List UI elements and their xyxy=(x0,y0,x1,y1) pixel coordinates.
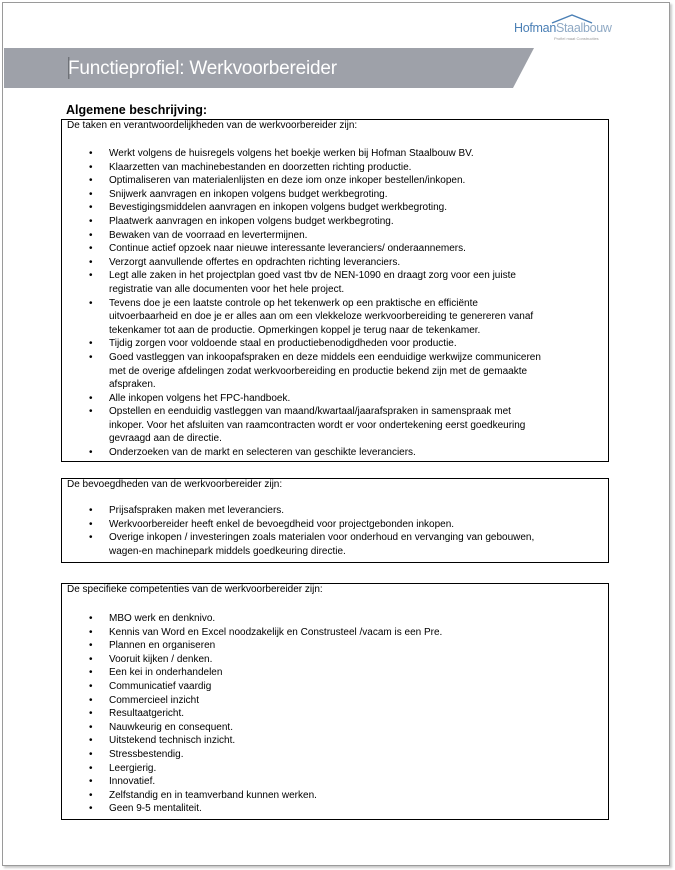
bullet-list xyxy=(62,612,607,816)
list-item-text: Plaatwerk aanvragen en inkopen volgens budget werkbegroting. xyxy=(109,215,394,227)
logo-brand-first: Hofman xyxy=(514,21,556,35)
bullet-icon: • xyxy=(89,392,93,404)
list-item-text: Verzorgt aanvullende offertes en opdrachten richting leveranciers. xyxy=(109,256,401,268)
bullet-icon: • xyxy=(89,215,93,227)
list-item-text: Prijsafspraken maken met leveranciers. xyxy=(109,505,285,516)
list-item-text: Vooruit kijken / denken. xyxy=(109,653,213,665)
bullet-list xyxy=(62,147,607,460)
bullet-icon: • xyxy=(89,351,93,363)
list-item xyxy=(62,297,607,338)
list-item xyxy=(62,653,607,667)
list-item xyxy=(62,748,607,762)
list-item xyxy=(62,351,607,392)
bullet-icon: • xyxy=(89,762,93,774)
list-item-text: Bewaken van de voorraad en levertermijnen. xyxy=(109,229,308,241)
bullet-icon: • xyxy=(89,338,93,350)
list-item xyxy=(62,161,607,175)
bullet-icon: • xyxy=(89,532,93,544)
list-item xyxy=(62,256,607,270)
list-item-text: Leergierig. xyxy=(109,762,157,774)
bullet-icon: • xyxy=(89,708,93,720)
list-item xyxy=(62,147,607,161)
list-item-text: Overige inkopen / investeringen zoals materialen voor onderhoud en vervanging van gebouwen, wagen-en machinepark middels goedkeuring directie. xyxy=(109,532,535,557)
bullet-icon: • xyxy=(89,161,93,173)
list-item-text: Bevestigingsmiddelen aanvragen en inkopen volgens budget werkbegroting. xyxy=(109,202,448,214)
list-item-text: Snijwerk aanvragen en inkopen volgens budget werkbegroting. xyxy=(109,188,388,200)
bullet-icon: • xyxy=(89,270,93,282)
bullet-icon: • xyxy=(89,748,93,760)
authorities-section xyxy=(61,478,609,563)
list-item xyxy=(62,721,607,735)
list-item-text: Werkvoorbereider heeft enkel de bevoegdheid voor projectgebonden inkopen. xyxy=(109,518,455,530)
list-item xyxy=(62,734,607,748)
list-item xyxy=(62,680,607,694)
list-item xyxy=(62,707,607,721)
bullet-icon: • xyxy=(89,229,93,241)
bullet-icon: • xyxy=(89,243,93,255)
list-item xyxy=(62,518,607,532)
list-item xyxy=(62,188,607,202)
list-item xyxy=(62,789,607,803)
list-item-text: Goed vastleggen van inkoopafspraken en deze middels een eenduidige werkwijze communiceren met de overige afdelingen zodat werkvoorbereiding en productie bekend zijn met de gemaakte afspraken. xyxy=(109,351,541,391)
company-logo xyxy=(514,14,624,42)
list-item xyxy=(62,229,607,243)
bullet-icon: • xyxy=(89,680,93,692)
list-item-text: Alle inkopen volgens het FPC-handboek. xyxy=(109,392,291,404)
list-item-text: Kennis van Word en Excel noodzakelijk en Construsteel /vacam is een Pre. xyxy=(109,626,443,638)
list-item xyxy=(62,242,607,256)
list-item-text: Commercieel inzicht xyxy=(109,694,200,706)
page-title: Functieprofiel: Werkvoorbereider xyxy=(68,58,337,79)
list-item xyxy=(62,612,607,626)
bullet-icon: • xyxy=(89,613,93,624)
list-item xyxy=(62,531,607,558)
list-item xyxy=(62,269,607,296)
list-item-text: Een kei in onderhandelen xyxy=(109,667,223,679)
bullet-icon: • xyxy=(89,188,93,200)
competencies-section xyxy=(61,583,609,820)
bullet-icon: • xyxy=(89,776,93,788)
list-item-text: Continue actief opzoek naar nieuwe interessante leveranciers/ onderaannemers. xyxy=(109,243,466,255)
list-item xyxy=(62,762,607,776)
list-item-text: MBO werk en denknivo. xyxy=(109,613,216,624)
tasks-section xyxy=(61,119,609,462)
list-item-text: Opstellen en eenduidig vastleggen van maand/kwartaal/jaarafspraken in samenspraak met inkoper. Voor het afsluiten van raamcontracten wordt er voor ondertekening eerst goedkeuring gevraagd aan de directie. xyxy=(109,406,526,445)
list-item xyxy=(62,694,607,708)
bullet-icon: • xyxy=(89,518,93,530)
list-item xyxy=(62,215,607,229)
list-item-text: Klaarzetten van machinebestanden en doorzetten richting productie. xyxy=(109,161,412,173)
list-item-text: Resultaatgericht. xyxy=(109,708,185,720)
list-item-text: Stressbestendig. xyxy=(109,748,184,760)
bullet-icon: • xyxy=(89,202,93,214)
list-item-text: Geen 9-5 mentaliteit. xyxy=(109,803,202,815)
list-item-text: Optimaliseren van materialenlijsten en deze iom onze inkoper bestellen/inkopen. xyxy=(109,175,466,187)
bullet-icon: • xyxy=(89,175,93,187)
logo-brand-second: Staalbouw xyxy=(555,21,612,35)
section-intro: De taken en verantwoordelijkheden van de werkvoorbereider zijn: xyxy=(67,120,358,131)
list-item-text: Plannen en organiseren xyxy=(109,640,216,652)
bullet-icon: • xyxy=(89,505,93,516)
list-item-text: Werkt volgens de huisregels volgens het boekje werken bij Hofman Staalbouw BV. xyxy=(109,148,474,159)
logo-tagline: Profiel maat Constructies xyxy=(554,36,599,41)
list-item-text: Tijdig zorgen voor voldoende staal en productiebenodigdheden voor productie. xyxy=(109,338,457,350)
bullet-icon: • xyxy=(89,667,93,679)
list-item-text: Legt alle zaken in het projectplan goed vast tbv de NEN-1090 en draagt zorg voor een juiste registratie van alle documenten voor het hele project. xyxy=(109,270,516,295)
list-item-text: Uitstekend technisch inzicht. xyxy=(109,735,236,747)
list-item-text: Zelfstandig en in teamverband kunnen werken. xyxy=(109,789,317,801)
bullet-icon: • xyxy=(89,694,93,706)
list-item-text: Innovatief. xyxy=(109,776,156,788)
bullet-icon: • xyxy=(89,735,93,747)
bullet-list xyxy=(62,504,607,558)
bullet-icon: • xyxy=(89,789,93,801)
list-item xyxy=(62,775,607,789)
list-item xyxy=(62,405,607,446)
list-item-text: Tevens doe je een laatste controle op het tekenwerk op een praktische en efficiënte uitvoerbaarheid en doe je er alles aan om een vlekkeloze werkvoorbereiding te genereren vanaf tekenkamer tot aan de productie. Opmerkingen koppel je terug naar de tekenkamer. xyxy=(109,297,534,336)
list-item-text: Communicatief vaardig xyxy=(109,680,212,692)
bullet-icon: • xyxy=(89,803,93,815)
bullet-icon: • xyxy=(89,653,93,665)
bullet-icon: • xyxy=(89,297,93,309)
bullet-icon: • xyxy=(89,640,93,652)
list-item xyxy=(62,201,607,215)
list-item xyxy=(62,802,607,816)
list-item xyxy=(62,337,607,351)
general-description-heading: Algemene beschrijving: xyxy=(66,103,208,117)
list-item xyxy=(62,446,607,460)
section-intro: De specifieke competenties van de werkvoorbereider zijn: xyxy=(67,584,323,595)
bullet-icon: • xyxy=(89,406,93,418)
list-item-text: Nauwkeurig en consequent. xyxy=(109,721,233,733)
list-item xyxy=(62,392,607,406)
bullet-icon: • xyxy=(89,721,93,733)
list-item xyxy=(62,174,607,188)
list-item xyxy=(62,626,607,640)
bullet-icon: • xyxy=(89,148,93,159)
title-banner xyxy=(4,48,534,88)
list-item xyxy=(62,504,607,518)
list-item xyxy=(62,639,607,653)
list-item-text: Onderzoeken van de markt en selecteren van geschikte leveranciers. xyxy=(109,447,416,459)
bullet-icon: • xyxy=(89,256,93,268)
list-item xyxy=(62,666,607,680)
bullet-icon: • xyxy=(89,447,93,459)
section-intro: De bevoegdheden van de werkvoorbereider zijn: xyxy=(67,479,283,490)
bullet-icon: • xyxy=(89,626,93,638)
